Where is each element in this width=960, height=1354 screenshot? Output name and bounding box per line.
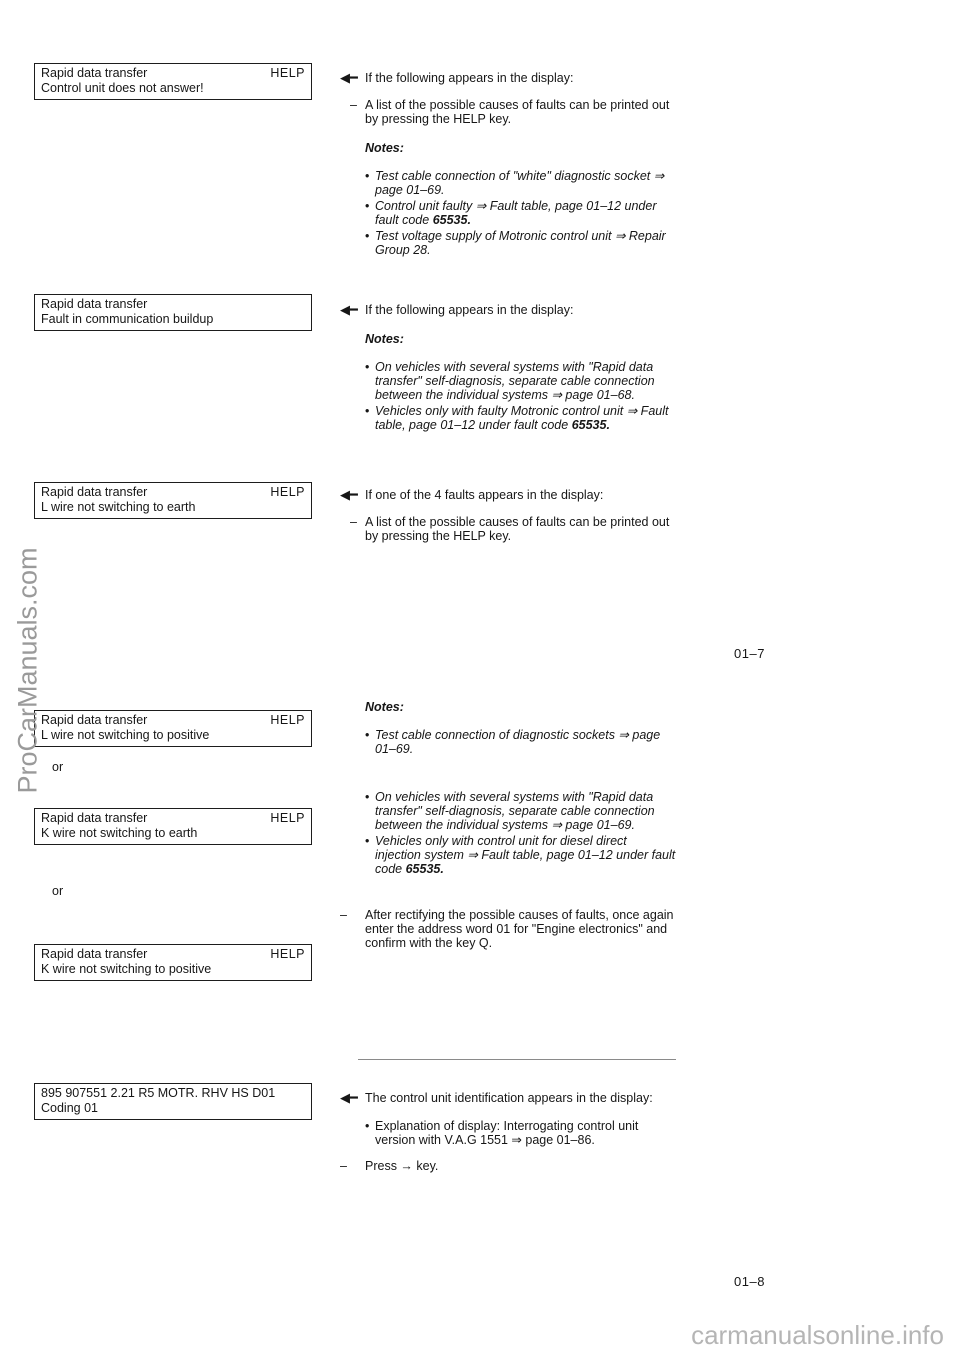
box-line-1: 895 907551 2.21 R5 MOTR. RHV HS D01	[41, 1086, 276, 1100]
help-label: HELP	[270, 485, 305, 499]
section-four-faults	[340, 488, 676, 543]
box-line-2: Fault in communication buildup	[41, 312, 214, 326]
box-line-2: K wire not switching to earth	[41, 826, 198, 840]
dash-instruction: – A list of the possible causes of faults can be printed out by pressing the HELP key.	[350, 98, 670, 126]
help-label: HELP	[270, 713, 305, 727]
arrow-left-icon: ◀━	[340, 1090, 358, 1105]
note-item: • On vehicles with several systems with "Rapid data transfer" self-diagnosis, separate cable connection between the individual systems ⇒ page 01–68.	[365, 360, 676, 402]
divider-line	[358, 1059, 676, 1060]
arrow-instruction: ◀━ If the following appears in the display:	[340, 302, 574, 317]
box-line-2: L wire not switching to positive	[41, 728, 210, 742]
help-label: HELP	[270, 947, 305, 961]
watermark-left: ProCarManuals.com	[12, 546, 43, 794]
arrow-left-icon: ◀━	[340, 70, 358, 85]
display-box-l-wire-positive	[34, 710, 312, 747]
notes-list	[340, 360, 676, 432]
box-line-1: Rapid data transfer	[41, 713, 148, 727]
note-item: • Test cable connection of "white" diagnostic socket ⇒ page 01–69.	[365, 169, 676, 197]
note-item: • Test cable connection of diagnostic sockets ⇒ page 01–69.	[365, 728, 676, 756]
page-number: 01–7	[734, 646, 765, 661]
note-item: • Vehicles only with control unit for diesel direct injection system ⇒ Fault table, page 01–12 under fault code 65535.	[365, 834, 676, 876]
notes-heading: Notes:	[365, 700, 404, 714]
notes-list	[340, 728, 676, 876]
note-item: • Explanation of display: Interrogating control unit version with V.A.G 1551 ⇒ page 01–86.	[365, 1119, 676, 1147]
notes-heading: Notes:	[365, 141, 404, 155]
display-box-l-wire-earth	[34, 482, 312, 519]
note-item: • Test voltage supply of Motronic control unit ⇒ Repair Group 28.	[365, 229, 676, 257]
display-box-control-unit-no-answer	[34, 63, 312, 100]
box-line-1: Rapid data transfer	[41, 66, 148, 80]
display-box-identification	[34, 1083, 312, 1120]
watermark-bottom: carmanualsonline.info	[691, 1320, 944, 1350]
page-number: 01–8	[734, 1274, 765, 1289]
box-line-1: Rapid data transfer	[41, 485, 148, 499]
or-label: or	[52, 760, 64, 774]
notes-heading: Notes:	[365, 332, 404, 346]
dash-instruction: – A list of the possible causes of faults can be printed out by pressing the HELP key.	[350, 515, 670, 543]
section-wire-notes	[340, 700, 676, 950]
arrow-left-icon: ◀━	[340, 487, 358, 502]
display-box-k-wire-positive	[34, 944, 312, 981]
note-item: • Control unit faulty ⇒ Fault table, page 01–12 under fault code 65535.	[365, 199, 676, 227]
box-line-1: Rapid data transfer	[41, 947, 148, 961]
display-box-k-wire-earth	[34, 808, 312, 845]
notes-list	[340, 1119, 676, 1147]
arrow-instruction: ◀━ If one of the 4 faults appears in the display:	[340, 487, 604, 502]
help-label: HELP	[270, 66, 305, 80]
dash-instruction: – After rectifying the possible causes of faults, once again enter the address word 01 for "Engine electronics" and confirm with the key Q.	[340, 908, 674, 950]
box-line-1: Rapid data transfer	[41, 811, 148, 825]
box-line-2: L wire not switching to earth	[41, 500, 196, 514]
section-no-answer	[340, 71, 676, 259]
arrow-instruction: ◀━ If the following appears in the display:	[340, 70, 574, 85]
arrow-left-icon: ◀━	[340, 302, 358, 317]
arrow-instruction: ◀━ The control unit identification appears in the display:	[340, 1090, 653, 1105]
box-line-2: K wire not switching to positive	[41, 962, 212, 976]
help-label: HELP	[270, 811, 305, 825]
note-item: • Vehicles only with faulty Motronic control unit ⇒ Fault table, page 01–12 under fault code 65535.	[365, 404, 676, 432]
box-line-2: Control unit does not answer!	[41, 81, 204, 95]
display-box-communication-fault	[34, 294, 312, 331]
or-label: or	[52, 884, 64, 898]
section-communication-fault	[340, 303, 676, 434]
notes-list	[340, 169, 676, 257]
box-line-2: Coding 01	[41, 1101, 98, 1115]
section-identification	[340, 1091, 676, 1173]
box-line-1: Rapid data transfer	[41, 297, 148, 311]
note-item: • On vehicles with several systems with "Rapid data transfer" self-diagnosis, separate cable connection between the individual systems ⇒ page 01–69.	[365, 790, 676, 832]
dash-instruction: – Press → key.	[340, 1159, 439, 1173]
